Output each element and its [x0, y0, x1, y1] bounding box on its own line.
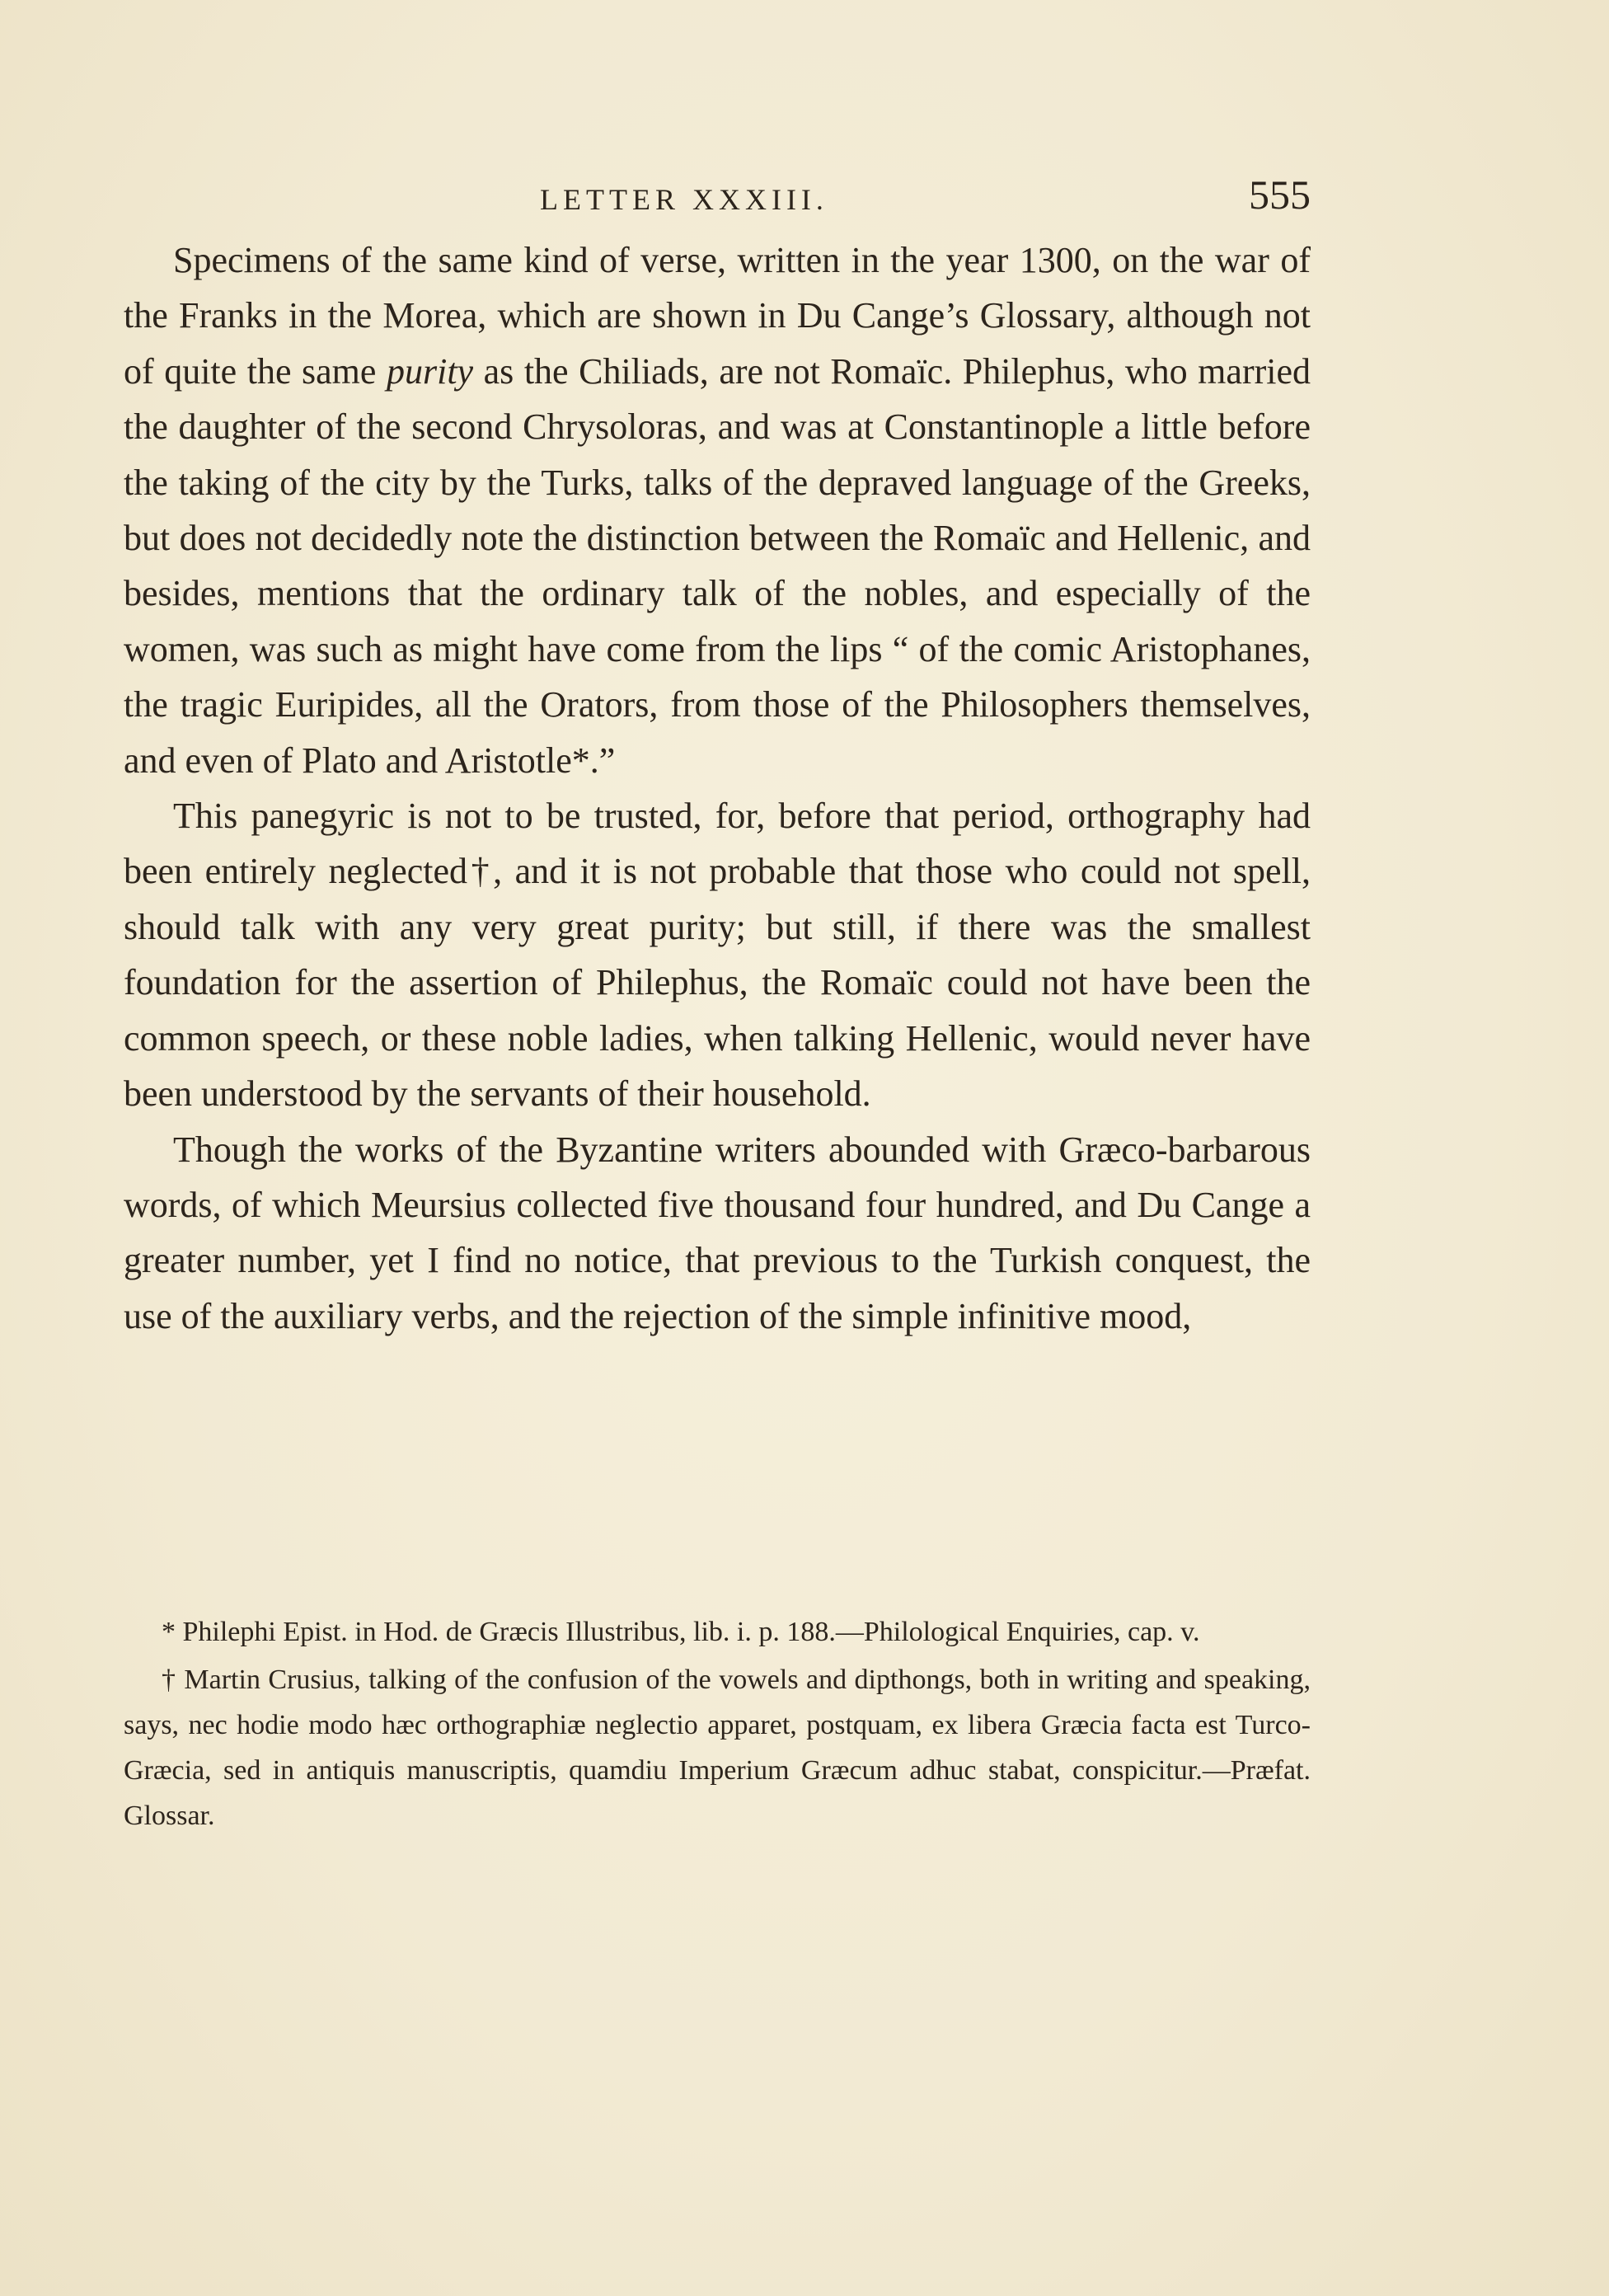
page-header: [124, 171, 1311, 224]
page-number: 555: [1249, 171, 1311, 218]
paragraph-3: Though the works of the Byzantine writers abounded with Græco-barbarous words, of which Meursius collected five thousand four hundred, and Du Cange a greater number, yet I find no notice, that previous to the Turkish conquest, the use of the auxiliary verbs, and the rejection of the simple infinitive mood,: [124, 1129, 1311, 1336]
paragraph-1-text-a: Specimens of the same kind of verse, written in the year 1300, on the war of the Franks in the Morea, which are shown in Du Cange’s Glossary, although not of quite the same: [124, 240, 1311, 392]
footnotes: [124, 1609, 1311, 1838]
paragraph-1: [124, 232, 1311, 788]
running-head: LETTER XXXIII.: [540, 183, 828, 216]
footnote-2: † Martin Crusius, talking of the confusion of the vowels and dipthongs, both in writing and speaking, says, nec hodie modo hæc orthographiæ neglectio apparet, postquam, ex libera Græcia facta est Turco-Græcia, sed in antiquis manuscriptis, quamdiu Imperium Græcum adhuc stabat, conspicitur.—Præfat. Glossar.: [124, 1664, 1311, 1831]
paragraph-2: This panegyric is not to be trusted, for, before that period, orthography had been entirely neglected†, and it is not probable that those who could not spell, should talk with any very great purity; but still, if there was the smallest foundation for the assertion of Philephus, the Romaïc could not have been the common speech, or these noble ladies, when talking Hellenic, would never have been understood by the servants of their household.: [124, 796, 1311, 1115]
italic-word-purity: purity: [386, 350, 474, 392]
footnote-1: * Philephi Epist. in Hod. de Græcis Illustribus, lib. i. p. 188.—Philological Enquiries, cap. v.: [162, 1617, 1200, 1647]
body-text: [124, 232, 1311, 1344]
paragraph-1-text-b: as the Chiliads, are not Romaïc. Philephus, who married the daughter of the second Chrysoloras, and was at Constantinople a little before the taking of the city by the Turks, talks of the depraved language of the Greeks, but does not decidedly note the distinction between the Romaïc and Hellenic, and besides, mentions that the ordinary talk of the nobles, and especially of the women, was such as might have come from the lips “ of the comic Aristophanes, the tragic Euripides, all the Orators, from those of the Philosophers themselves, and even of Plato and Aristotle*.”: [124, 350, 1311, 781]
